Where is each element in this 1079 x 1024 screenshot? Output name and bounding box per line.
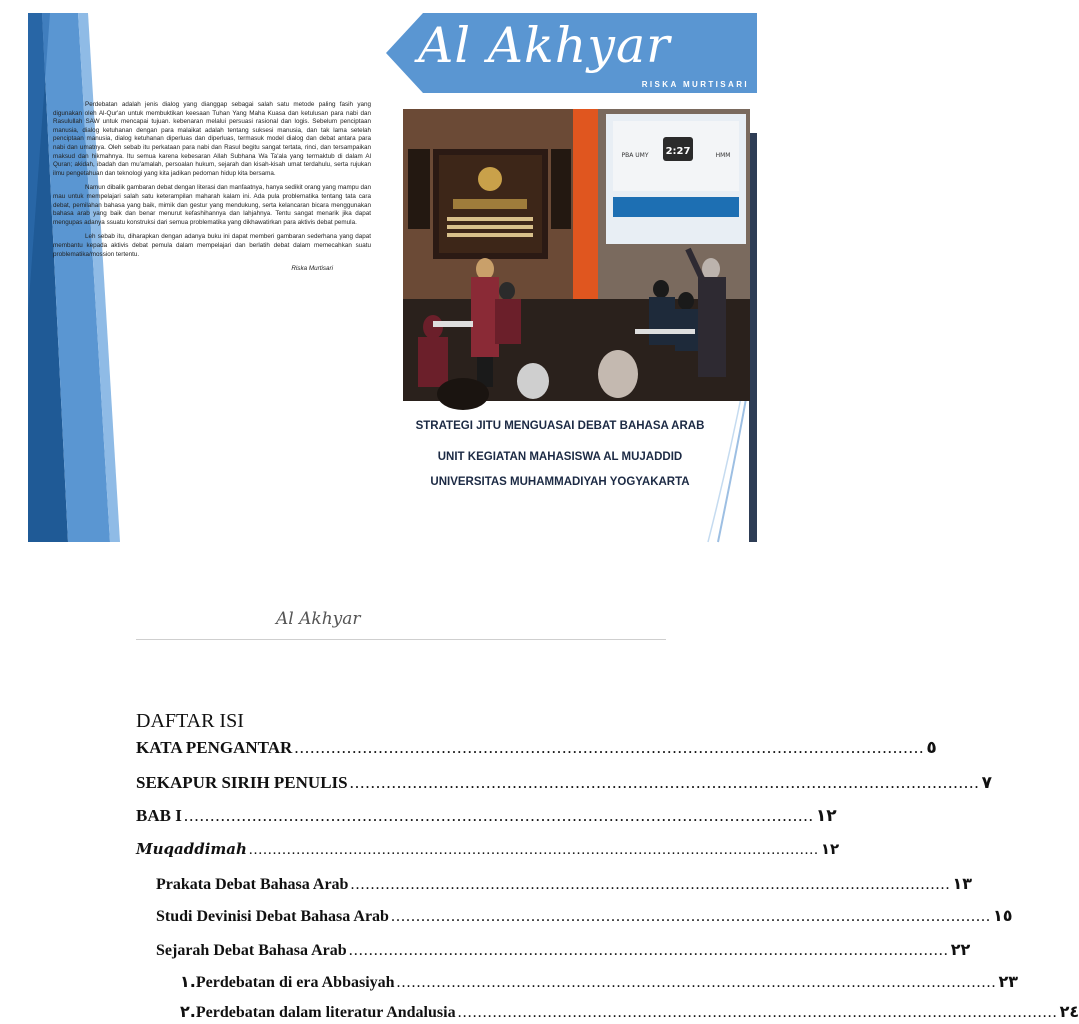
toc-entry-label: KATA PENGANTAR bbox=[136, 738, 293, 757]
toc-leader-dots: ........................................................................................................................ bbox=[349, 773, 980, 792]
toc-entry-label: SEKAPUR SIRIH PENULIS bbox=[136, 773, 348, 792]
toc-page-number: ٥ bbox=[926, 738, 937, 758]
toc-entry[interactable] bbox=[136, 738, 937, 758]
intro-signature: Riska Murtisari bbox=[291, 265, 333, 273]
toc-entry[interactable] bbox=[156, 906, 1013, 926]
screen-team-right: HMM bbox=[715, 152, 731, 159]
toc-leader-dots: ........................................................................................................................ bbox=[457, 1004, 1058, 1021]
page-header: Al Akhyar bbox=[276, 609, 361, 629]
toc-entry[interactable] bbox=[180, 972, 1019, 992]
toc-leader-dots: ........................................................................................................................ bbox=[396, 974, 997, 991]
toc-page-number: ٧ bbox=[981, 773, 992, 793]
header-divider bbox=[136, 639, 666, 640]
cover-title: Al Akhyar bbox=[418, 17, 671, 74]
cover-author: RISKA MURTISARI bbox=[641, 80, 749, 89]
toc-leader-dots: ........................................................................................................................ bbox=[183, 806, 814, 825]
toc-leader-dots: ........................................................................................................................ bbox=[350, 876, 951, 893]
toc-entry-label: Studi Devinisi Debat Bahasa Arab bbox=[156, 908, 389, 925]
toc-page-number: ١٥ bbox=[992, 906, 1013, 925]
toc-entry[interactable] bbox=[136, 806, 837, 826]
toc-leader-dots: ........................................................................................................................ bbox=[248, 842, 819, 858]
toc-entry-label: BAB I bbox=[136, 806, 182, 825]
toc-entry-number: ١. bbox=[180, 972, 196, 991]
toc-entry-label: Muqaddimah bbox=[136, 840, 247, 858]
intro-paragraph: Leh sebab itu, diharapkan dengan adanya buku ini dapat memberi gambaran sederhana yang dapat membantu kepada aktivis debat pemula dalam mempelajari dan berlatih debat dalam memecahkan suatu problematika/mossion tertentu. bbox=[53, 233, 371, 258]
cover-subtitle-line: STRATEGI JITU MENGUASAI DEBAT BAHASA ARAB bbox=[415, 420, 705, 432]
toc-entry[interactable] bbox=[136, 840, 840, 859]
introduction-text bbox=[53, 101, 371, 274]
toc-page-number: ٢٢ bbox=[950, 940, 971, 959]
screen-score: 2:27 bbox=[665, 146, 691, 157]
toc-title: DAFTAR ISI bbox=[136, 710, 244, 732]
toc-page-number: ٢٣ bbox=[998, 972, 1019, 991]
toc-entry[interactable] bbox=[180, 1002, 1079, 1022]
toc-page-number: ١٣ bbox=[952, 874, 972, 893]
toc-leader-dots: ........................................................................................................................ bbox=[390, 908, 991, 925]
cover-subtitle-line: UNIVERSITAS MUHAMMADIYAH YOGYAKARTA bbox=[430, 476, 690, 488]
screen-team-left: PBA UMY bbox=[621, 152, 649, 159]
toc-entry[interactable] bbox=[156, 940, 971, 960]
intro-paragraph: Namun dibalik gambaran debat dengan literasi dan manfaatnya, hanya sedikit orang yang mampu dan mau untuk mempelajari salah satu keterampilan maharah kalam ini. Ada pula problematika tentang tata cara debat, pemilahan bahasa yang baik, mimik dan gestur yang mendukung, serta kelancaran bicara menggunakan bahasa arab yang baik dan benar menurut kefashihannya dan lahjahnya. Tentu sangat menarik jika dapat mengupas adanya ssuatu konstruksi dari semua problematika yang dikhawatirkan para aktivis debat pemula. bbox=[53, 184, 371, 226]
debate-event-photo bbox=[403, 109, 750, 401]
cover-subtitle-line: UNIT KEGIATAN MAHASISWA AL MUJADDID bbox=[437, 451, 683, 463]
toc-entry-label: Perdebatan dalam literatur Andalusia bbox=[195, 1004, 456, 1021]
intro-paragraph: Perdebatan adalah jenis dialog yang dianggap sebagai salah satu metode paling fasih yang digunakan oleh Al-Qur'an untuk membuktikan keesaan Tuhan Yang Maha Kuasa dan ketulusan para nabi dan Rasulullah SAW untuk mencapai tujuan. kebenaran melalui persuasi rasional dan logis. Sebelum penciptaan manusia, dialog ketuhanan dengan para malaikat adalah tentang suksesi manusia, dan tak lama setelah penciptaan manusia, dialog ketuhanan diperluas dan diperluas, termasuk model dialog dan debat antara para nabi dan umatnya. Oleh sebab itu perkataan para nabi dan Rasul begitu sangat tertata, rinci, dan tersampaikan maksud dan hikmahnya. Itu semua karena kebesaran Allah Subhana Wa Ta'ala yang termaktub di dalam Al Quran; akidah, ibadah dan mu'amalah, persoalan hukum, sejarah dan kisah-kisah umat terdahulu, serta rujukan ilmu pengetahuan dan teknologi yang kita jadikan pedoman hidup kita bersama. bbox=[53, 101, 371, 177]
toc-leader-dots: ........................................................................................................................ bbox=[348, 942, 949, 959]
toc-entry[interactable] bbox=[156, 874, 972, 894]
toc-entry-label: Perdebatan di era Abbasiyah bbox=[195, 974, 395, 991]
toc-entry-label: Sejarah Debat Bahasa Arab bbox=[156, 942, 347, 959]
toc-page-number: ٢٤ bbox=[1059, 1002, 1079, 1021]
toc-entry[interactable] bbox=[136, 773, 992, 793]
toc-entry-number: ٢. bbox=[180, 1002, 196, 1021]
book-cover-spread bbox=[28, 13, 757, 542]
toc-page-number: ١٢ bbox=[820, 840, 840, 858]
toc-leader-dots: ........................................................................................................................ bbox=[294, 738, 925, 757]
toc-page-number: ١٢ bbox=[815, 806, 837, 826]
toc-entry-label: Prakata Debat Bahasa Arab bbox=[156, 876, 349, 893]
